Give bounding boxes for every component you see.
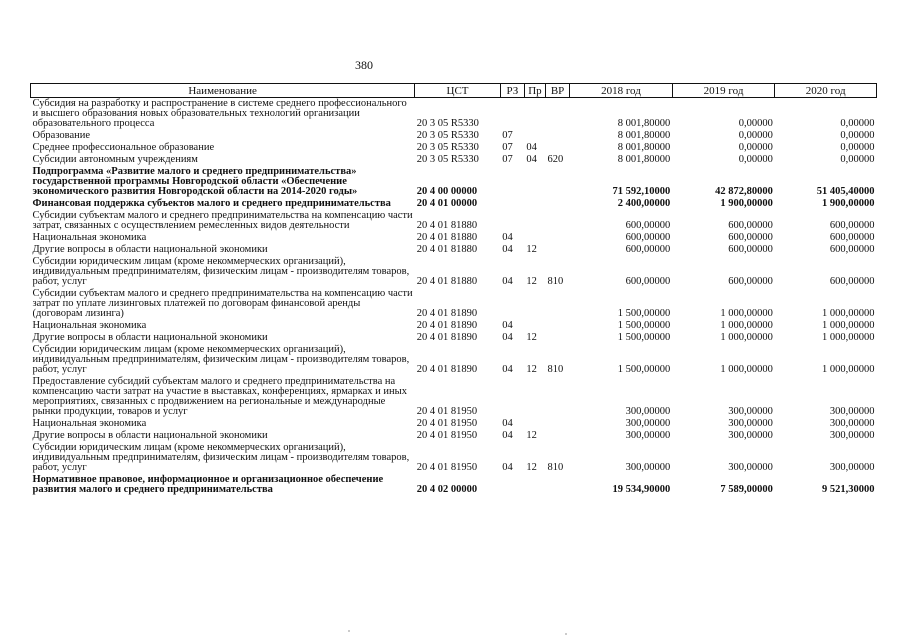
cell-cst: 20 4 01 81890 (416, 320, 478, 331)
cell-name: Национальная экономика (32, 232, 147, 243)
cell-rz (500, 98, 524, 131)
cell-vr (546, 430, 570, 442)
cell-vr (546, 376, 570, 418)
cell-2019: 1 000,00000 (720, 308, 773, 319)
table-row (31, 320, 877, 332)
table-row (31, 418, 877, 430)
cell-2019: 7 589,00000 (720, 484, 773, 495)
scan-speck (565, 633, 567, 635)
cell-cst: 20 4 01 81880 (416, 232, 478, 243)
cell-cst: 20 4 01 81950 (416, 462, 478, 473)
cell-name: Нормативное правовое, информационное и организационное обеспечение развития малого и среднего предпринимательства (32, 474, 384, 495)
cell-2018: 1 500,00000 (617, 320, 671, 331)
cell-name: Национальная экономика (32, 320, 147, 331)
cell-name: Подпрограмма «Развитие малого и среднего предпринимательства» государственной программы Новгородской области «Обеспечение экономического развития Новгородской области на 2014-2020 годы» (32, 166, 358, 197)
cell-vr (546, 98, 570, 131)
cell-2020: 300,00000 (829, 430, 875, 441)
header-2020: 2020 год (775, 84, 877, 98)
cell-2020: 300,00000 (829, 462, 875, 473)
cell-2019: 0,00000 (738, 154, 773, 165)
cell-pr (524, 98, 545, 131)
cell-2019: 1 000,00000 (720, 364, 773, 375)
cell-pr: 12 (526, 430, 537, 441)
cell-vr (546, 244, 570, 256)
cell-2019: 300,00000 (728, 406, 773, 417)
cell-2020: 9 521,30000 (822, 484, 875, 495)
cell-pr: 04 (526, 142, 537, 153)
cell-pr (524, 232, 545, 244)
cell-cst: 20 4 01 81950 (416, 406, 478, 417)
cell-2018: 8 001,80000 (617, 118, 671, 129)
cell-pr: 12 (526, 364, 537, 375)
table-header-row (31, 84, 877, 98)
cell-pr: 12 (526, 244, 537, 255)
cell-pr (524, 376, 545, 418)
table-row (31, 442, 877, 474)
cell-vr (546, 418, 570, 430)
cell-2018: 300,00000 (625, 462, 671, 473)
cell-2019: 300,00000 (728, 462, 773, 473)
cell-vr (546, 166, 570, 198)
cell-2019: 0,00000 (738, 142, 773, 153)
cell-vr (546, 198, 570, 210)
cell-2019: 600,00000 (728, 220, 773, 231)
cell-rz: 04 (502, 462, 513, 473)
cell-cst: 20 4 02 00000 (416, 484, 478, 495)
cell-2019: 600,00000 (728, 276, 773, 287)
cell-pr (524, 418, 545, 430)
cell-rz (500, 198, 524, 210)
header-pr: Пр (524, 84, 545, 98)
cell-cst: 20 3 05 R5330 (416, 142, 479, 153)
table-row (31, 130, 877, 142)
cell-2018: 19 534,90000 (612, 484, 671, 495)
cell-rz (500, 376, 524, 418)
cell-vr (546, 332, 570, 344)
cell-name: Среднее профессиональное образование (32, 142, 215, 153)
cell-cst: 20 4 01 81950 (416, 418, 478, 429)
header-cst: ЦСТ (415, 84, 501, 98)
cell-cst: 20 4 01 81950 (416, 430, 478, 441)
header-2018: 2018 год (570, 84, 673, 98)
header-2019: 2019 год (672, 84, 775, 98)
cell-2020: 1 000,00000 (822, 308, 875, 319)
cell-2020: 600,00000 (829, 232, 875, 243)
cell-cst: 20 4 01 00000 (416, 198, 478, 209)
table-row (31, 430, 877, 442)
cell-2020: 0,00000 (840, 142, 875, 153)
cell-2020: 300,00000 (829, 418, 875, 429)
table-row (31, 166, 877, 198)
cell-rz (500, 210, 524, 232)
cell-cst: 20 4 01 81890 (416, 332, 478, 343)
cell-rz: 04 (502, 244, 513, 255)
cell-name: Другие вопросы в области национальной экономики (32, 244, 268, 255)
cell-vr (546, 288, 570, 320)
cell-rz: 04 (502, 418, 513, 429)
cell-2020: 1 900,00000 (822, 198, 875, 209)
cell-name: Финансовая поддержка субъектов малого и среднего предпринимательства (32, 198, 391, 209)
cell-2019: 1 000,00000 (720, 320, 773, 331)
cell-cst: 20 3 05 R5330 (416, 154, 479, 165)
cell-vr: 810 (547, 462, 564, 473)
cell-rz: 04 (502, 430, 513, 441)
table-row (31, 474, 877, 496)
cell-2018: 71 592,10000 (612, 186, 671, 197)
cell-name: Субсидии юридическим лицам (кроме некоммерческих организаций), индивидуальным предпринимателям, физическим лицам - производителям товаров, работ, услуг (32, 256, 410, 287)
cell-cst: 20 4 01 81880 (416, 244, 478, 255)
cell-2020: 51 405,40000 (816, 186, 875, 197)
cell-2020: 300,00000 (829, 406, 875, 417)
cell-rz: 07 (502, 142, 513, 153)
cell-cst: 20 4 00 00000 (416, 186, 478, 197)
cell-2019: 1 900,00000 (720, 198, 773, 209)
cell-2020: 0,00000 (840, 130, 875, 141)
cell-pr (524, 210, 545, 232)
cell-name: Образование (32, 130, 91, 141)
cell-cst: 20 3 05 R5330 (416, 118, 479, 129)
cell-cst: 20 4 01 81890 (416, 364, 478, 375)
cell-pr (524, 474, 545, 496)
page-number: 380 (355, 58, 373, 72)
table-row (31, 198, 877, 210)
cell-2019: 0,00000 (738, 118, 773, 129)
cell-2018: 8 001,80000 (617, 130, 671, 141)
header-vr: ВР (546, 84, 570, 98)
budget-table (30, 83, 877, 496)
cell-2018: 1 500,00000 (617, 332, 671, 343)
cell-2018: 300,00000 (625, 430, 671, 441)
cell-vr (546, 474, 570, 496)
cell-2020: 1 000,00000 (822, 332, 875, 343)
table-row (31, 344, 877, 376)
cell-cst: 20 3 05 R5330 (416, 130, 479, 141)
cell-2018: 600,00000 (625, 244, 671, 255)
cell-name: Другие вопросы в области национальной экономики (32, 430, 268, 441)
cell-2019: 600,00000 (728, 244, 773, 255)
cell-2018: 300,00000 (625, 406, 671, 417)
cell-2018: 1 500,00000 (617, 308, 671, 319)
cell-rz: 04 (502, 332, 513, 343)
cell-2018: 600,00000 (625, 220, 671, 231)
cell-2018: 2 400,00000 (617, 198, 671, 209)
cell-2020: 600,00000 (829, 244, 875, 255)
cell-2020: 1 000,00000 (822, 364, 875, 375)
cell-pr (524, 288, 545, 320)
cell-rz: 07 (502, 130, 513, 141)
cell-vr: 810 (547, 276, 564, 287)
table-row (31, 244, 877, 256)
cell-pr (524, 166, 545, 198)
table-body (31, 98, 877, 497)
table-row (31, 376, 877, 418)
table-row (31, 288, 877, 320)
table-row (31, 256, 877, 288)
cell-2020: 0,00000 (840, 154, 875, 165)
cell-2020: 600,00000 (829, 276, 875, 287)
cell-cst: 20 4 01 81880 (416, 220, 478, 231)
cell-2020: 0,00000 (840, 118, 875, 129)
cell-2019: 300,00000 (728, 430, 773, 441)
cell-rz (500, 166, 524, 198)
cell-2020: 600,00000 (829, 220, 875, 231)
cell-cst: 20 4 01 81890 (416, 308, 478, 319)
cell-2019: 600,00000 (728, 232, 773, 243)
cell-2018: 600,00000 (625, 276, 671, 287)
scan-speck (348, 630, 350, 632)
cell-rz (500, 288, 524, 320)
cell-2018: 600,00000 (625, 232, 671, 243)
cell-pr (524, 130, 545, 142)
cell-name: Субсидия на разработку и распространение в системе среднего профессионального и высшего образования новых образовательных технологий организации образовательного процесса (32, 98, 407, 129)
cell-2019: 42 872,80000 (715, 186, 773, 197)
cell-vr (546, 130, 570, 142)
table-row (31, 232, 877, 244)
cell-name: Другие вопросы в области национальной экономики (32, 332, 268, 343)
cell-pr: 04 (526, 154, 537, 165)
cell-vr: 810 (547, 364, 564, 375)
cell-name: Субсидии субъектам малого и среднего предпринимательства на компенсацию части затрат по уплате лизинговых платежей по договорам финансовой аренды (договорам лизинга) (32, 288, 413, 319)
cell-vr (546, 142, 570, 154)
cell-name: Субсидии автономным учреждениям (32, 154, 198, 165)
cell-cst: 20 4 01 81880 (416, 276, 478, 287)
cell-name: Национальная экономика (32, 418, 147, 429)
table-row (31, 210, 877, 232)
cell-2019: 0,00000 (738, 130, 773, 141)
cell-name: Предоставление субсидий субъектам малого и среднего предпринимательства на компенсацию части затрат на участие в выставках, конференциях, ярмарках и иных мероприятиях, связанных с продвижением на региональные и международные рынки продукции, товаров и услуг (32, 376, 407, 417)
header-name: Наименование (31, 84, 415, 98)
cell-rz: 04 (502, 276, 513, 287)
cell-rz: 04 (502, 232, 513, 243)
cell-name: Субсидии юридическим лицам (кроме некоммерческих организаций), индивидуальным предпринимателям, физическим лицам - производителям товаров, работ, услуг (32, 442, 410, 473)
cell-pr (524, 198, 545, 210)
cell-vr: 620 (547, 154, 564, 165)
cell-2018: 1 500,00000 (617, 364, 671, 375)
cell-vr (546, 320, 570, 332)
table-row (31, 98, 877, 131)
table-row (31, 332, 877, 344)
cell-vr (546, 232, 570, 244)
cell-name: Субсидии юридическим лицам (кроме некоммерческих организаций), индивидуальным предпринимателям, физическим лицам - производителям товаров, работ, услуг (32, 344, 410, 375)
cell-pr: 12 (526, 276, 537, 287)
cell-2018: 8 001,80000 (617, 142, 671, 153)
cell-2018: 8 001,80000 (617, 154, 671, 165)
cell-2019: 300,00000 (728, 418, 773, 429)
cell-name: Субсидии субъектам малого и среднего предпринимательства на компенсацию части затрат, связанных с осуществлением ремесленных видов деятельности (32, 210, 413, 231)
header-rz: РЗ (500, 84, 524, 98)
cell-pr: 12 (526, 462, 537, 473)
cell-rz: 04 (502, 364, 513, 375)
cell-2018: 300,00000 (625, 418, 671, 429)
cell-pr (524, 320, 545, 332)
cell-rz (500, 474, 524, 496)
cell-rz: 07 (502, 154, 513, 165)
cell-pr: 12 (526, 332, 537, 343)
table-row (31, 142, 877, 154)
cell-2020: 1 000,00000 (822, 320, 875, 331)
cell-2019: 1 000,00000 (720, 332, 773, 343)
cell-rz: 04 (502, 320, 513, 331)
cell-vr (546, 210, 570, 232)
table-row (31, 154, 877, 166)
